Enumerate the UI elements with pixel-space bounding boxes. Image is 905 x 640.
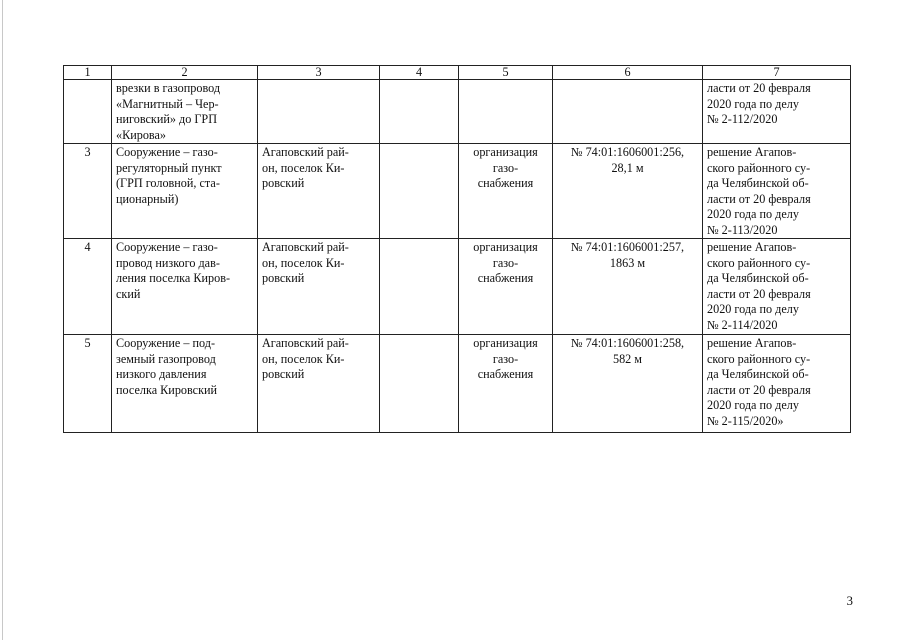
- table-row: [64, 335, 851, 433]
- page-number: 3: [846, 593, 853, 608]
- cadastral-number: № 74:01:1606001:257, 1863 м: [553, 239, 703, 335]
- column-header: 5: [459, 66, 553, 80]
- row-number: 5: [64, 335, 112, 433]
- legal-basis: решение Агапов- ского районного су- да Челябинской об- ласти от 20 февраля 2020 года по делу № 2-114/2020: [703, 239, 851, 335]
- cadastral-number: № 74:01:1606001:256, 28,1 м: [553, 144, 703, 239]
- row-number: [64, 80, 112, 144]
- object-location: [258, 80, 380, 144]
- column-4-cell: [380, 239, 459, 335]
- table-row: [64, 239, 851, 335]
- owner-organization: организация газо- снабжения: [459, 144, 553, 239]
- row-number: 4: [64, 239, 112, 335]
- legal-basis: решение Агапов- ского районного су- да Челябинской об- ласти от 20 февраля 2020 года по делу № 2-115/2020»: [703, 335, 851, 433]
- cadastral-number: [553, 80, 703, 144]
- column-header: 2: [112, 66, 258, 80]
- column-4-cell: [380, 144, 459, 239]
- column-4-cell: [380, 335, 459, 433]
- table-header-row: [64, 66, 851, 80]
- table-row: [64, 80, 851, 144]
- object-name: врезки в газопровод «Магнитный – Чер- ниговский» до ГРП «Кирова»: [112, 80, 258, 144]
- owner-organization: [459, 80, 553, 144]
- object-name: Сооружение – газо- регуляторный пункт (ГРП головной, ста- ционарный): [112, 144, 258, 239]
- column-header: 6: [553, 66, 703, 80]
- column-header: 1: [64, 66, 112, 80]
- object-location: Агаповский рай- он, поселок Ки- ровский: [258, 239, 380, 335]
- object-name: Сооружение – газо- провод низкого дав- ления поселка Киров- ский: [112, 239, 258, 335]
- owner-organization: организация газо- снабжения: [459, 239, 553, 335]
- object-name: Сооружение – под- земный газопровод низкого давления поселка Кировский: [112, 335, 258, 433]
- column-4-cell: [380, 80, 459, 144]
- registry-table: [63, 65, 851, 433]
- page-edge-line: [2, 0, 3, 640]
- column-header: 4: [380, 66, 459, 80]
- legal-basis: ласти от 20 февраля 2020 года по делу № 2-112/2020: [703, 80, 851, 144]
- legal-basis: решение Агапов- ского районного су- да Челябинской об- ласти от 20 февраля 2020 года по делу № 2-113/2020: [703, 144, 851, 239]
- object-location: Агаповский рай- он, поселок Ки- ровский: [258, 335, 380, 433]
- owner-organization: организация газо- снабжения: [459, 335, 553, 433]
- table-row: [64, 144, 851, 239]
- cadastral-number: № 74:01:1606001:258, 582 м: [553, 335, 703, 433]
- row-number: 3: [64, 144, 112, 239]
- column-header: 7: [703, 66, 851, 80]
- column-header: 3: [258, 66, 380, 80]
- object-location: Агаповский рай- он, поселок Ки- ровский: [258, 144, 380, 239]
